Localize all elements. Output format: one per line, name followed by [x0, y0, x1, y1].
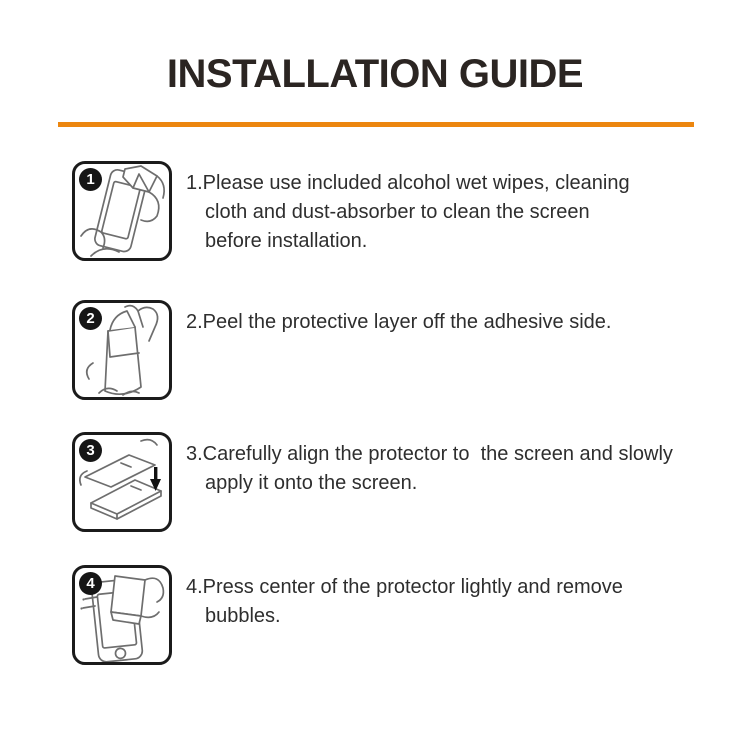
step-3-text	[186, 440, 673, 498]
step-3-line: 3.Carefully align the protector to the screen and slowly	[186, 443, 673, 465]
step-4-text	[186, 573, 623, 631]
step-4-illustration-box	[72, 565, 172, 665]
step-3-line: apply it onto the screen.	[205, 472, 418, 494]
step-4-number-badge: 4	[79, 572, 102, 595]
page-title: INSTALLATION GUIDE	[166, 52, 584, 96]
step-1-line: before installation.	[205, 230, 368, 252]
step-3-illustration-box	[72, 432, 172, 532]
step-1-illustration-box	[72, 161, 172, 261]
step-2-text	[186, 308, 611, 337]
step-2-illustration-box	[72, 300, 172, 400]
step-1-text	[186, 169, 630, 256]
step-2-line: 2.Peel the protective layer off the adhesive side.	[186, 311, 612, 333]
step-1-line: cloth and dust-absorber to clean the screen	[205, 201, 590, 223]
step-4-line: bubbles.	[205, 605, 281, 627]
step-2-number-badge: 2	[79, 307, 102, 330]
orange-divider-line	[58, 122, 694, 127]
step-1-line: 1.Please use included alcohol wet wipes, cleaning	[186, 172, 630, 194]
step-4-line: 4.Press center of the protector lightly and remove	[186, 576, 623, 598]
step-3-number-badge: 3	[79, 439, 102, 462]
step-1-number-badge: 1	[79, 168, 102, 191]
